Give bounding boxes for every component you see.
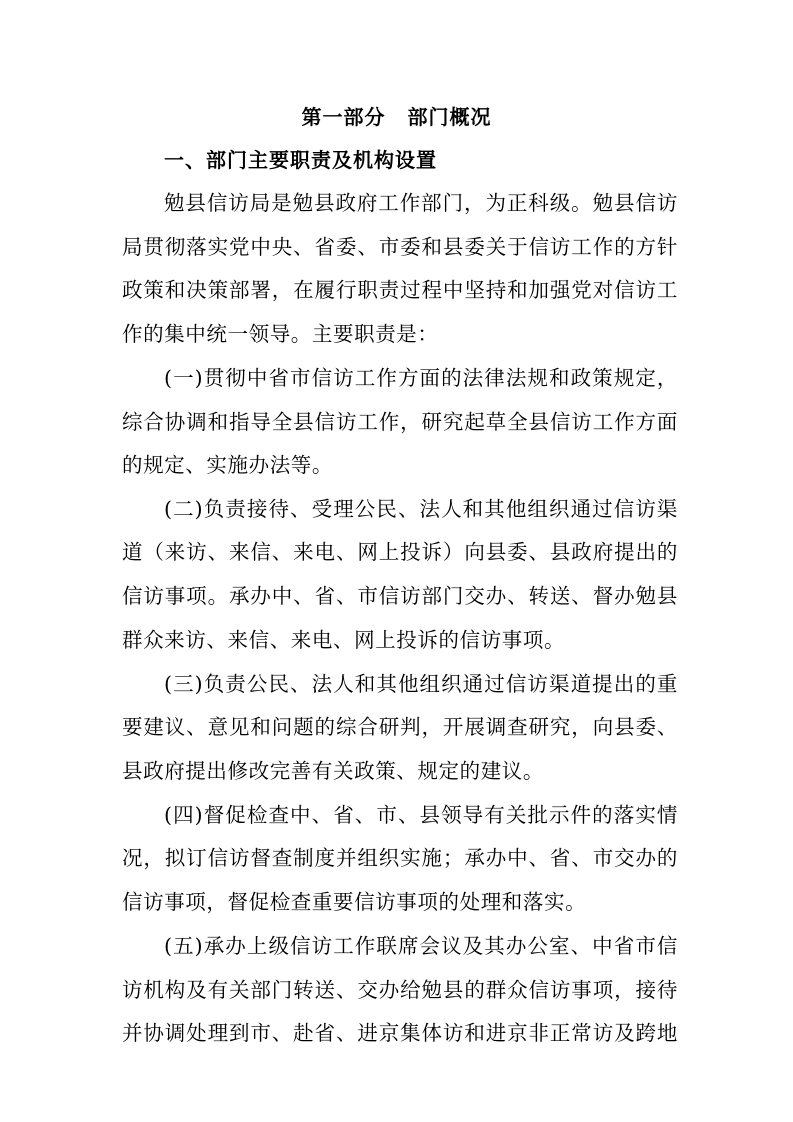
paragraph-line: 作的集中统一领导。主要职责是： xyxy=(122,322,439,346)
paragraph-line: 局贯彻落实党中央、省委、市委和县委关于信访工作的方针 xyxy=(122,235,678,259)
paragraph-line: (五)承办上级信访工作联席会议及其办公室、中省市信 xyxy=(164,934,678,958)
paragraph-line: 道（来访、来信、来电、网上投诉）向县委、县政府提出的 xyxy=(122,540,678,564)
paragraph-line: 信访事项，督促检查重要信访事项的处理和落实。 xyxy=(122,890,587,914)
paragraph-line: 要建议、意见和问题的综合研判，开展调查研究，向县委、 xyxy=(122,715,678,739)
paragraph-line: 访机构及有关部门转送、交办给勉县的群众信访事项，接待 xyxy=(122,978,678,1002)
paragraph-line: 的规定、实施办法等。 xyxy=(122,453,333,477)
paragraph-line: (四)督促检查中、省、市、县领导有关批示件的落实情 xyxy=(164,803,678,827)
paragraph-line: 县政府提出修改完善有关政策、规定的建议。 xyxy=(122,759,544,783)
paragraph-line: 政策和决策部署，在履行职责过程中坚持和加强党对信访工 xyxy=(122,278,678,302)
paragraph-line: 信访事项。承办中、省、市信访部门交办、转送、督办勉县 xyxy=(122,584,678,608)
paragraph-line: 群众来访、来信、来电、网上投诉的信访事项。 xyxy=(122,628,566,652)
paragraph-line: 况，拟订信访督查制度并组织实施；承办中、省、市交办的 xyxy=(122,846,678,870)
paragraph-line: 综合协调和指导全县信访工作，研究起草全县信访工作方面 xyxy=(122,410,678,434)
paragraph-line: 勉县信访局是勉县政府工作部门，为正科级。勉县信访 xyxy=(164,191,678,215)
title-part: 第一部分 xyxy=(301,105,386,129)
paragraph-line: (一)贯彻中省市信访工作方面的法律法规和政策规定， xyxy=(164,366,678,390)
paragraph-line: (二)负责接待、受理公民、法人和其他组织通过信访渠 xyxy=(164,497,678,521)
title-name: 部门概况 xyxy=(407,105,492,129)
section-heading: 一、部门主要职责及机构设置 xyxy=(164,148,437,172)
paragraph-line: (三)负责公民、法人和其他组织通过信访渠道提出的重 xyxy=(164,672,678,696)
page-title xyxy=(0,104,793,130)
paragraph-line: 并协调处理到市、赴省、进京集体访和进京非正常访及跨地 xyxy=(122,1021,678,1045)
